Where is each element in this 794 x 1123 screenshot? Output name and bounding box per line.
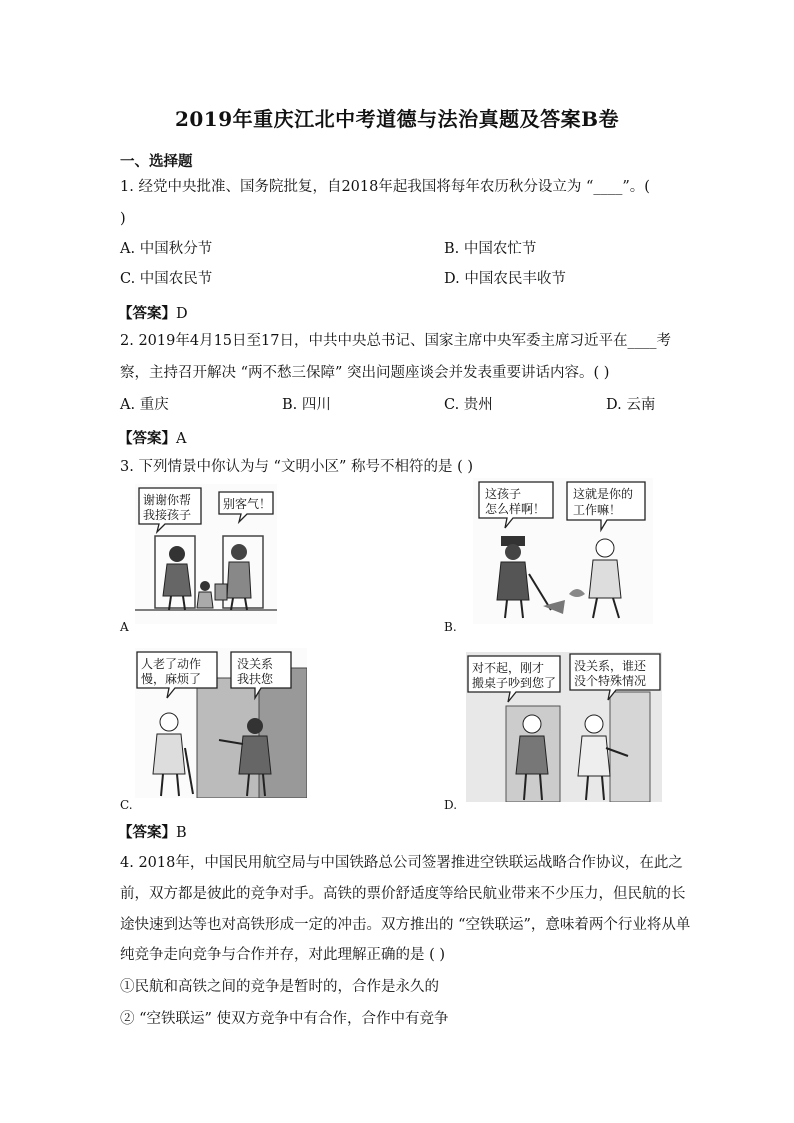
q3-label-b: B. <box>444 620 457 634</box>
bubble-a1-line2: 我接孩子 <box>143 508 192 522</box>
q3-image-d <box>466 652 662 802</box>
q1-stem-line2: ) <box>120 211 126 227</box>
q3-label-c: C. <box>120 798 133 812</box>
q1-answer-label: 【答案】 <box>118 305 176 322</box>
q1-option-a: A. 中国秋分节 <box>120 241 213 257</box>
bubble-d1-line1: 对不起，刚才 <box>472 661 545 675</box>
q4-stem-line3: 途快速到达等也对高铁形成一定的冲击。双方推出的 “空铁联运”，意味着两个行业将从单 <box>120 917 691 933</box>
q4-stem-line1: 4. 2018年，中国民用航空局与中国铁路总公司签署推进空铁联运战略合作协议，在此之 <box>120 855 683 871</box>
q3-answer <box>118 821 187 842</box>
comic-a-illustration <box>135 484 277 624</box>
bubble-b1-line1: 这孩子 <box>485 487 522 501</box>
q1-stem-line1: 1. 经党中央批准、国务院批复，自2018年起我国将每年农历秋分设立为 “____”。( <box>120 179 650 195</box>
q3-answer-value: B <box>176 825 187 841</box>
bubble-c2-line1: 没关系 <box>237 657 274 671</box>
q1-answer <box>118 302 188 323</box>
bubble-c2-line2: 我扶您 <box>237 672 274 686</box>
bubble-b2-line1: 这就是你的 <box>573 487 634 501</box>
q2-answer <box>118 427 186 448</box>
q1-answer-value: D <box>176 306 188 322</box>
q3-image-a <box>135 484 277 624</box>
q2-option-a: A. 重庆 <box>120 397 169 413</box>
q4-item-1: ①民航和高铁之间的竞争是暂时的，合作是永久的 <box>120 979 439 995</box>
q2-option-d: D. 云南 <box>606 397 656 413</box>
bubble-d2-line1: 没关系，谁还 <box>574 659 647 673</box>
q1-option-b: B. 中国农忙节 <box>444 241 537 257</box>
q3-image-c <box>135 648 307 798</box>
bubble-b1-line2: 怎么样啊！ <box>485 502 546 516</box>
q3-answer-label: 【答案】 <box>118 824 176 841</box>
q2-answer-value: A <box>176 431 187 447</box>
section-heading: 一、选择题 <box>120 153 193 170</box>
comic-b-illustration <box>473 478 653 624</box>
q2-stem-line1: 2. 2019年4月15日至17日，中共中央总书记、国家主席中央军委主席习近平在____考 <box>120 333 671 349</box>
q3-label-a: A <box>120 620 129 634</box>
comic-c-illustration <box>135 648 307 798</box>
bubble-d2-line2: 没个特殊情况 <box>574 674 647 688</box>
q4-stem-line2: 前，双方都是彼此的竞争对手。高铁的票价舒适度等给民航业带来不少压力，但民航的长 <box>120 886 686 902</box>
bubble-c1-line1: 人老了动作 <box>141 657 202 671</box>
bubble-d1-line2: 搬桌子吵到您了 <box>472 676 557 690</box>
q3-image-b <box>473 478 653 624</box>
page-title: 2019年重庆江北中考道德与法治真题及答案B卷 <box>174 107 620 131</box>
bubble-b2-line2: 工作嘛！ <box>573 503 622 517</box>
q4-item-2: ② “空铁联运” 使双方竞争中有合作，合作中有竞争 <box>120 1011 449 1027</box>
bubble-a1-line1: 谢谢你帮 <box>143 493 192 507</box>
q2-option-c: C. 贵州 <box>444 397 493 413</box>
q2-answer-label: 【答案】 <box>118 430 176 447</box>
q3-label-d: D. <box>444 798 458 812</box>
comic-d-illustration <box>466 652 662 802</box>
bubble-a2-line1: 别客气！ <box>223 497 272 511</box>
q2-option-b: B. 四川 <box>282 397 331 413</box>
bubble-c1-line2: 慢，麻烦了 <box>141 672 202 686</box>
q1-option-c: C. 中国农民节 <box>120 271 213 287</box>
q4-stem-line4: 纯竞争走向竞争与合作并存，对此理解正确的是 ( ) <box>120 947 446 963</box>
q3-stem: 3. 下列情景中你认为与 “文明小区” 称号不相符的是 ( ) <box>120 459 474 475</box>
q1-option-d: D. 中国农民丰收节 <box>444 271 566 287</box>
q2-stem-line2: 察，主持召开解决 “两不愁三保障” 突出问题座谈会并发表重要讲话内容。( ) <box>120 365 610 381</box>
